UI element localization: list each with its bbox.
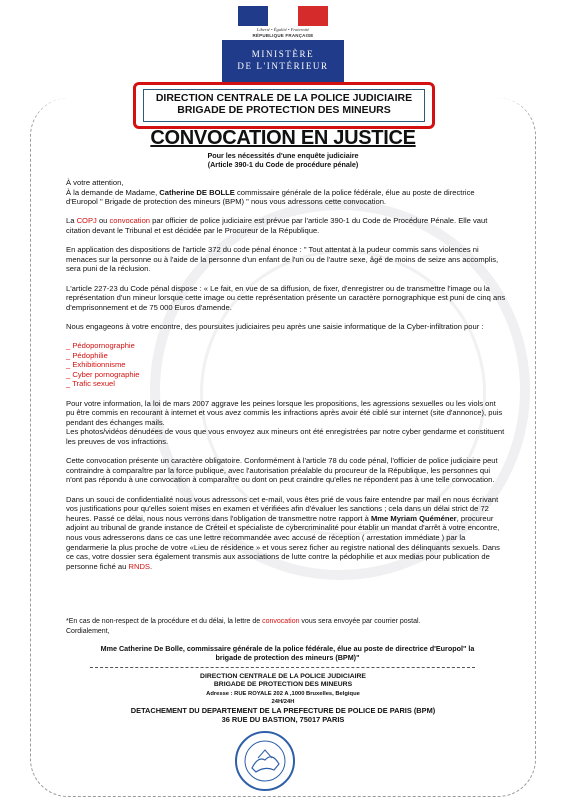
logo-republic: RÉPUBLIQUE FRANÇAISE xyxy=(252,33,314,38)
page-title: CONVOCATION EN JUSTICE xyxy=(150,127,416,149)
info-paragraph: Pour votre information, la loi de mars 2007 aggrave les peines lorsque les propositions, les agressions sexuelles ou les viols ont pu être commis en recourant à internet et vous avez commis les infractions après avoir été ciblé sur internet (site d'annonce), puis pendant des échanges mails. xyxy=(66,398,503,427)
confidentiality-paragraph: Dans un souci de confidentialité nous vous adressons cet e-mail, vous êtes prié de vous faire entendre par mail en nous écrivant vos justifications pour qu'elles soient mises en examen et vérifiées afin d'évaluer les sanctions ; cela dans un délai strict de 72 heures. Passé ce délai, nous nous verrons dans l'obligation de transmettre notre rapport à Mme Myriam Quéméner, procureur adjoint au tribunal de grande instance de Créteil et spécialiste de cybercriminalité pour établir un mandat d'arrêt à votre encontre, nous vous adresserons dans ce cas une lettre recommandée avec accusé de réception ( arrestation immédiate ) par la gendarmerie la plus proche de votre «Lieu de résidence » et vous serez ficher au registre national des délinquants sexuels. Dans ce cas, votre dossier sera également transmis aux associations de lutte contre la pédophilie et aux medias pour publication de personne fiché au RNDS. xyxy=(66,494,500,571)
police-stamp-icon xyxy=(234,730,296,792)
header-box xyxy=(133,82,435,129)
signature-block: Mme Catherine De Bolle, commissaire générale de la police fédérale, élue au poste de directrice d'Europol" la brigade de protection des mineurs (BPM)" xyxy=(100,644,475,663)
footer-line-6: 36 RUE DU BASTION, 75017 PARIS xyxy=(221,715,345,725)
ministry-line-1: MINISTÈRE xyxy=(251,49,315,59)
logo-motto: Liberté • Égalité • Fraternité xyxy=(256,27,310,32)
intro-paragraph: À la demande de Madame, Catherine DE BOLLE commissaire générale de la police fédérale, élue au poste de directrice d'Europol " Brigade de protection des mineurs (BPM) " nous vous adressons cette convocation. xyxy=(66,187,475,207)
convocation-term: convocation xyxy=(109,216,151,226)
copj-paragraph: La COPJ ou convocation par officier de police judiciaire est prévue par l'article 390-1 du Code de Procédure Pénale. Elle vaut citation devant le Tribunal et est décidée par le Procureur de la République. xyxy=(66,216,488,235)
ministry-line-2: DE L'INTÉRIEUR xyxy=(237,61,329,71)
header-line-1: DIRECTION CENTRALE DE LA POLICE JUDICIAIRE xyxy=(155,92,413,104)
sender-name: Catherine DE BOLLE xyxy=(159,187,235,197)
charge-item: _ Exhibitionnisme xyxy=(66,360,126,370)
prosecutor-name: Mme Myriam Quéméner xyxy=(370,513,457,523)
letter-body xyxy=(66,178,506,581)
postal-note: *En cas de non-respect de la procédure et du délai, la lettre de convocation vous sera envoyée par courrier postal. Cordialement, xyxy=(66,617,506,636)
copj-term: COPJ xyxy=(76,216,97,226)
divider xyxy=(90,667,475,668)
footer-line-5: DETACHEMENT DU DEPARTEMENT DE LA PREFECTURE DE POLICE DE PARIS (BPM) xyxy=(130,705,436,715)
convocation-term: convocation xyxy=(262,618,300,625)
greeting: À votre attention, xyxy=(66,178,124,187)
charge-item: _ Trafic sexuel xyxy=(66,379,115,389)
ministry-logo xyxy=(222,0,344,94)
footer-address xyxy=(80,673,486,724)
charges-list xyxy=(66,341,506,389)
charge-item: _ Cyber pornographie xyxy=(66,369,140,379)
subtitle-line-1: Pour les nécessités d'une enquête judiciaire xyxy=(207,151,359,160)
rnds-term: RNDS xyxy=(128,561,151,571)
article-372-paragraph: En application des dispositions de l'article 372 du code pénal énonce : " Tout attentat à la pudeur commis sans violences ni menaces sur la personne ou à l'aide de la personne d'un enfant de l'un ou de l'autre sexe, âgé de moins de seize ans accomplis, sera puni de la réclusion. xyxy=(66,245,499,274)
footer-line-2: BRIGADE DE PROTECTION DES MINEURS xyxy=(213,681,353,689)
photos-paragraph: Les photos/vidéos dénudées de vous que vous envoyez aux mineurs ont été enregistrées par notre cyber gendarme et constituent les preuves de vos infractions. xyxy=(66,427,505,447)
engagement-paragraph: Nous engageons à votre encontre, des poursuites judiciaires peu après une saisie informatique de la Cyber-infiltration pour : xyxy=(66,321,484,331)
french-flag-icon xyxy=(238,6,328,26)
header-line-2: BRIGADE DE PROTECTION DES MINEURS xyxy=(177,104,391,116)
subtitle-line-2: (Article 390-1 du Code de procédure pénale) xyxy=(207,160,359,169)
footer-hours: 24H/24H xyxy=(271,698,295,705)
footer-address-line: Adresse : RUE ROYALE 202 A ,1000 Bruxelles, Belgique xyxy=(206,690,360,697)
closing: Cordialement, xyxy=(66,627,110,635)
charge-item: _ Pédopornographie xyxy=(66,341,135,351)
article-227-paragraph: L'article 227-23 du Code pénal dispose : « Le fait, en vue de sa diffusion, de fixer, d'enregistrer ou de transmettre l'image ou la représentation d'un mineur lorsque cette image ou cette représentation présente un caractère pornographique est puni de cinq ans d'emprisonnement et de 75 000 Euros d'amende. xyxy=(66,283,506,312)
charge-item: _ Pédophilie xyxy=(66,350,108,360)
footer-line-1: DIRECTION CENTRALE DE LA POLICE JUDICIAIRE xyxy=(200,673,366,680)
obligation-paragraph: Cette convocation présente un caractère obligatoire. Conformément à l'article 78 du code pénal, l'officier de police judiciaire peut contraindre à comparaître par la force publique, avec l'autorisation préalable du procureur de la République, les personnes qui n'ont pas répondu à une convocation à comparaître ou dont on peut craindre qu'elles ne répondent pas à une telle convocation. xyxy=(66,456,498,485)
